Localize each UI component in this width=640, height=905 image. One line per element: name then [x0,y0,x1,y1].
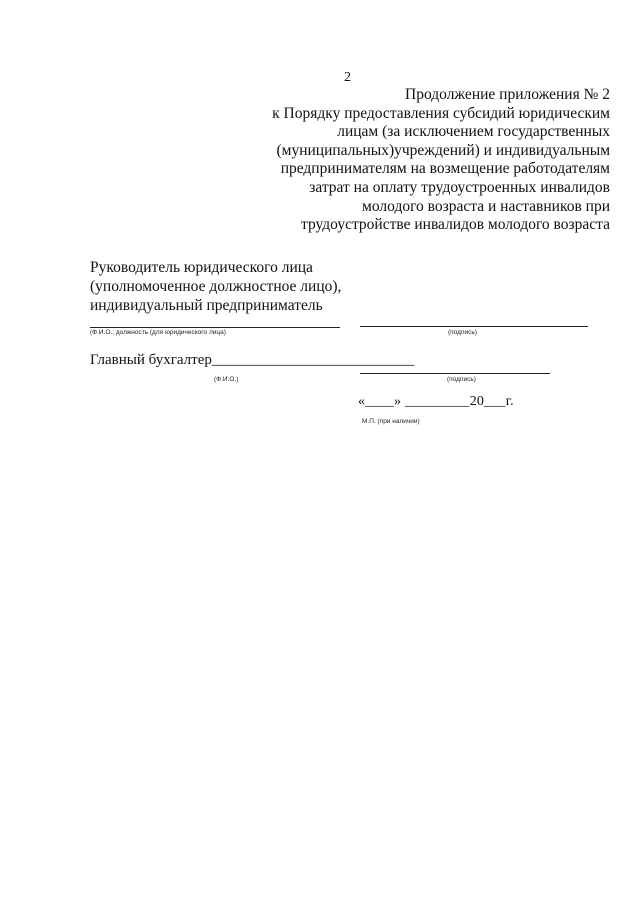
accountant-signature-caption: (подпись) [447,376,476,383]
appendix-header-line: молодого возраста и наставников при [362,197,610,215]
head-title-line: Руководитель юридического лица [90,259,313,276]
page-number: 2 [344,70,351,85]
chief-accountant-label: Главный бухгалтер___________________________ [90,352,415,368]
appendix-header-line: затрат на оплату трудоустроенных инвалидов [309,178,610,196]
accountant-signature-line[interactable] [360,373,550,374]
head-signature-caption: (подпись) [448,329,477,336]
appendix-header-line: (муниципальных)учреждений) и индивидуальным [276,141,610,159]
date-line: «____» _________20___г. [358,394,514,409]
appendix-header-line: лицам (за исключением государственных [337,123,610,141]
appendix-header [230,86,610,235]
head-title-line: индивидуальный предприниматель [90,297,323,314]
appendix-header-line: к Порядку предоставления субсидий юридическим [272,104,610,122]
head-title-line: (уполномоченное должностное лицо), [90,278,342,295]
accountant-name-caption: (Ф.И.О.) [214,376,239,383]
appendix-header-line: предпринимателям на возмещение работодателям [280,160,610,178]
head-name-line[interactable] [90,327,340,328]
appendix-header-line: Продолжение приложения № 2 [405,86,610,103]
head-name-caption: (Ф.И.О., должность (для юридического лица) [90,329,226,336]
head-of-entity-title [90,258,341,315]
head-signature-line[interactable] [360,326,588,327]
stamp-note: М.П. (при наличии) [362,418,420,425]
appendix-header-line: трудоустройстве инвалидов молодого возраста [301,216,610,234]
